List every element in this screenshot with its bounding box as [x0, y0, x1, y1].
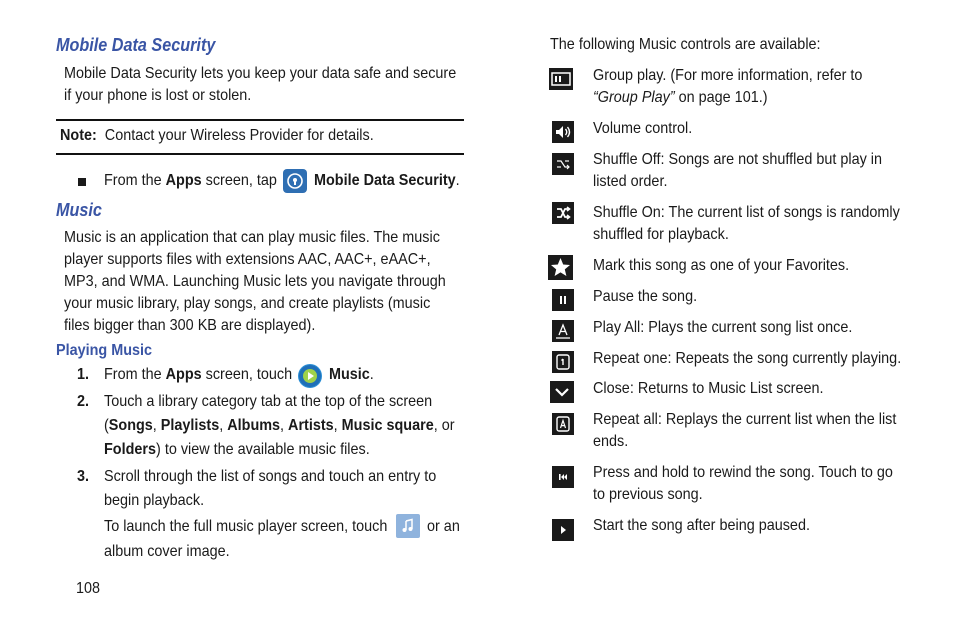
- control-pause: Pause the song.: [593, 288, 698, 305]
- music-body-line-1: Music is an application that can play music files. The music: [64, 229, 440, 246]
- music-body-line-3: MP3, and WMA. Launching Music lets you navigate through: [64, 273, 446, 290]
- note-label: Note:: [60, 127, 97, 144]
- controls-intro: The following Music controls are available:: [550, 36, 821, 53]
- shuffle-on-icon: [552, 202, 574, 224]
- pause-icon: [552, 289, 574, 311]
- step-2-number: 2.: [77, 393, 90, 410]
- close-chevron-icon: [550, 381, 574, 403]
- music-app-icon: [298, 364, 322, 388]
- favorite-star-icon: [548, 255, 573, 280]
- control-close: Close: Returns to Music List screen.: [593, 380, 824, 397]
- control-favorite: Mark this song as one of your Favorites.: [593, 257, 850, 274]
- step-1-text: From the Apps screen, touch: [104, 366, 293, 383]
- play-all-icon: [552, 320, 574, 342]
- step-2-line-1: Touch a library category tab at the top of the screen: [104, 393, 433, 410]
- step-3-line-1: Scroll through the list of songs and touch an entry to: [104, 468, 437, 485]
- note-bottom-rule: [56, 153, 464, 155]
- group-play-icon: [549, 68, 573, 90]
- bullet-from-apps: From the Apps screen, tap: [104, 172, 277, 189]
- note-text: Contact your Wireless Provider for details.: [104, 127, 374, 144]
- step-1-target: Music.: [329, 366, 374, 383]
- control-volume: Volume control.: [593, 120, 693, 137]
- mds-body-line-2: if your phone is lost or stolen.: [64, 87, 252, 104]
- music-body-line-2: player supports files with extensions AAC, AAC+, eAAC+,: [64, 251, 431, 268]
- control-group-play-line-2: “Group Play” on page 101.): [593, 89, 768, 106]
- control-play: Start the song after being paused.: [593, 517, 810, 534]
- control-group-play-line-1: Group play. (For more information, refer to: [593, 67, 863, 84]
- control-repeat-all-line-1: Repeat all: Replays the current list when the list: [593, 411, 897, 428]
- step-2-line-2: (Songs, Playlists, Albums, Artists, Music square, or: [104, 417, 455, 434]
- music-body-line-5: files bigger than 300 KB are displayed).: [64, 317, 316, 334]
- control-shuffle-off-line-1: Shuffle Off: Songs are not shuffled but play in: [593, 151, 882, 168]
- control-shuffle-off-line-2: listed order.: [593, 173, 668, 190]
- mobile-data-security-heading: Mobile Data Security: [56, 35, 216, 55]
- control-repeat-all-line-2: ends.: [593, 433, 629, 450]
- page-number: 108: [76, 580, 101, 597]
- bullet-square: [78, 178, 86, 186]
- music-note-icon: [396, 514, 420, 538]
- control-play-all: Play All: Plays the current song list once.: [593, 319, 853, 336]
- launch-line-2: album cover image.: [104, 543, 230, 560]
- bullet-target: Mobile Data Security.: [314, 172, 460, 189]
- launch-line-1: To launch the full music player screen, touch: [104, 518, 388, 535]
- control-rewind-line-2: to previous song.: [593, 486, 703, 503]
- shuffle-off-icon: [552, 153, 574, 175]
- mds-body-line-1: Mobile Data Security lets you keep your data safe and secure: [64, 65, 457, 82]
- note: [60, 125, 374, 147]
- music-heading: Music: [56, 200, 102, 220]
- control-repeat-one: Repeat one: Repeats the song currently playing.: [593, 350, 902, 367]
- note-top-rule: [56, 119, 464, 121]
- repeat-all-icon: [552, 413, 574, 435]
- music-body-line-4: your music library, play songs, and create playlists (music: [64, 295, 431, 312]
- volume-icon: [552, 121, 574, 143]
- step-1-number: 1.: [77, 366, 90, 383]
- play-icon: [552, 519, 574, 541]
- mobile-data-security-app-icon: [283, 169, 307, 193]
- control-shuffle-on-line-2: shuffled for playback.: [593, 226, 729, 243]
- step-3-number: 3.: [77, 468, 90, 485]
- control-shuffle-on-line-1: Shuffle On: The current list of songs is randomly: [593, 204, 900, 221]
- repeat-one-icon: [552, 351, 574, 373]
- playing-music-heading: Playing Music: [56, 342, 153, 359]
- control-rewind-line-1: Press and hold to rewind the song. Touch to go: [593, 464, 893, 481]
- step-3-line-2: begin playback.: [104, 492, 205, 509]
- step-2-line-3: Folders) to view the available music files.: [104, 441, 370, 458]
- rewind-icon: [552, 466, 574, 488]
- launch-line-1-tail: or an: [427, 518, 460, 535]
